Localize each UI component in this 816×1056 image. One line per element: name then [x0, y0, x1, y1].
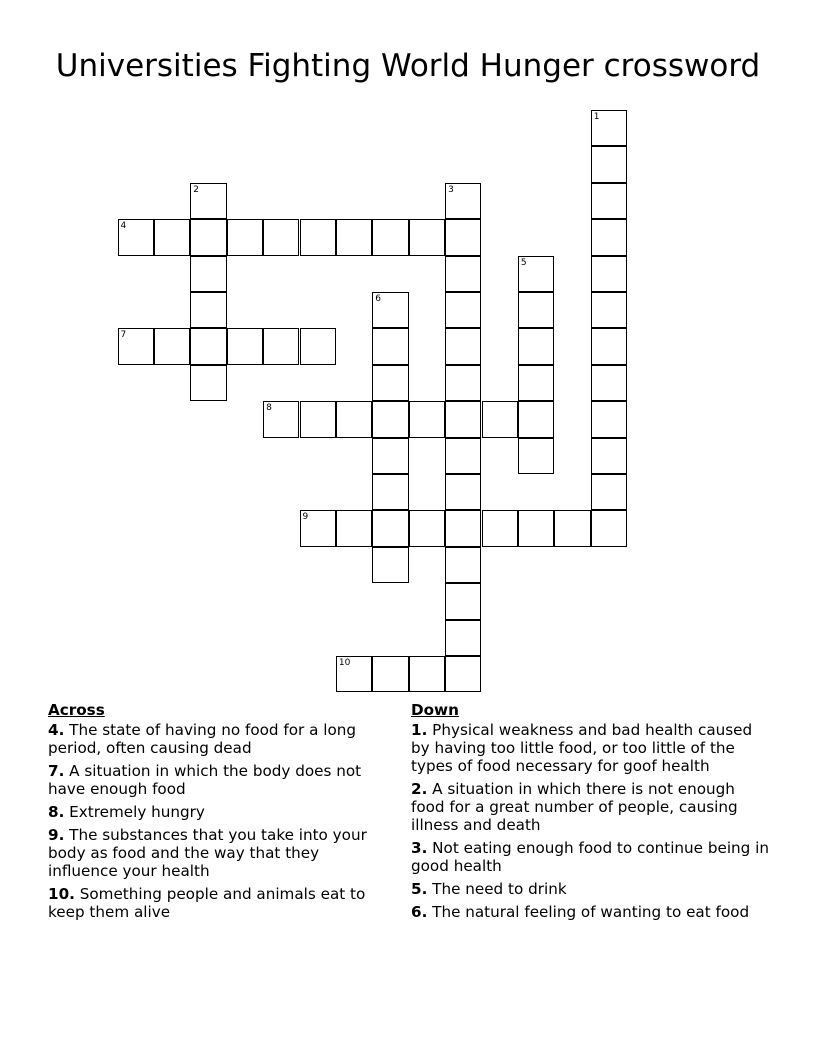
grid-cell[interactable] [518, 292, 554, 328]
grid-cell[interactable] [336, 401, 372, 437]
grid-cell[interactable] [336, 219, 372, 255]
grid-cell[interactable] [190, 219, 226, 255]
grid-cell[interactable] [190, 183, 226, 219]
grid-cell[interactable] [372, 656, 408, 692]
grid-cell[interactable] [445, 328, 481, 364]
grid-cell[interactable] [409, 656, 445, 692]
grid-cell[interactable] [263, 401, 299, 437]
clue-number: 3. [411, 839, 428, 857]
grid-cell[interactable] [591, 256, 627, 292]
grid-cell[interactable] [445, 183, 481, 219]
grid-cell[interactable] [190, 292, 226, 328]
grid-cell[interactable] [372, 547, 408, 583]
grid-cell[interactable] [591, 438, 627, 474]
clue-text: The natural feeling of wanting to eat food [432, 903, 750, 921]
down-clue-6 [411, 903, 771, 921]
grid-cell[interactable] [591, 183, 627, 219]
down-clue-2 [411, 780, 771, 834]
grid-cell[interactable] [445, 401, 481, 437]
across-clues [48, 700, 393, 926]
clue-number: 4. [48, 721, 65, 739]
down-clue-1 [411, 721, 771, 775]
grid-cell[interactable] [372, 474, 408, 510]
clue-number: 1. [411, 721, 428, 739]
grid-cell[interactable] [227, 328, 263, 364]
grid-cell[interactable] [445, 292, 481, 328]
cell-number: 10 [338, 658, 351, 668]
grid-cell[interactable] [445, 365, 481, 401]
cell-number: 5 [520, 257, 527, 268]
across-heading: Across [48, 701, 105, 719]
cell-number: 9 [302, 512, 309, 523]
across-clue-10 [48, 885, 393, 921]
grid-cell[interactable] [591, 219, 627, 255]
grid-cell[interactable] [372, 292, 408, 328]
grid-cell[interactable] [300, 328, 336, 364]
cell-number: 4 [120, 221, 127, 232]
grid-cell[interactable] [190, 328, 226, 364]
grid-cell[interactable] [372, 438, 408, 474]
clue-text: Something people and animals eat to keep them alive [48, 885, 366, 921]
grid-cell[interactable] [591, 510, 627, 546]
grid-cell[interactable] [118, 328, 154, 364]
grid-cell[interactable] [445, 219, 481, 255]
cell-number: 1 [593, 112, 600, 122]
grid-cell[interactable] [518, 365, 554, 401]
clue-text: Extremely hungry [69, 803, 205, 821]
across-clue-9 [48, 826, 393, 880]
grid-cell[interactable] [263, 328, 299, 364]
down-heading: Down [411, 701, 459, 719]
grid-cell[interactable] [518, 510, 554, 546]
clue-number: 6. [411, 903, 428, 921]
page-title: Universities Fighting World Hunger crossword [55, 48, 761, 84]
grid-cell[interactable] [445, 256, 481, 292]
grid-cell[interactable] [372, 365, 408, 401]
grid-cell[interactable] [445, 438, 481, 474]
grid-cell[interactable] [409, 510, 445, 546]
clue-text: Physical weakness and bad health caused by having too little food, or too little of the types of food necessary for goof health [411, 721, 753, 775]
grid-cell[interactable] [518, 438, 554, 474]
grid-cell[interactable] [591, 401, 627, 437]
grid-cell[interactable] [336, 656, 372, 692]
grid-cell[interactable] [554, 510, 590, 546]
grid-cell[interactable] [409, 219, 445, 255]
grid-cell[interactable] [591, 292, 627, 328]
clue-text: Not eating enough food to continue being in good health [411, 839, 769, 875]
cell-number: 3 [448, 184, 454, 195]
clue-number: 5. [411, 880, 428, 898]
grid-cell[interactable] [482, 401, 518, 437]
grid-cell[interactable] [300, 401, 336, 437]
grid-cell[interactable] [591, 328, 627, 364]
clue-number: 10. [48, 885, 75, 903]
clue-number: 8. [48, 803, 65, 821]
grid-cell[interactable] [154, 328, 190, 364]
grid-cell[interactable] [445, 510, 481, 546]
grid-cell[interactable] [591, 110, 627, 146]
grid-cell[interactable] [372, 219, 408, 255]
grid-cell[interactable] [518, 256, 554, 292]
grid-cell[interactable] [372, 510, 408, 546]
grid-cell[interactable] [518, 328, 554, 364]
grid-cell[interactable] [591, 474, 627, 510]
grid-cell[interactable] [445, 656, 481, 692]
across-clue-7 [48, 762, 393, 798]
grid-cell[interactable] [591, 365, 627, 401]
grid-cell[interactable] [445, 474, 481, 510]
grid-cell[interactable] [482, 510, 518, 546]
cell-number: 7 [120, 330, 127, 341]
down-clue-3 [411, 839, 771, 875]
clue-number: 9. [48, 826, 65, 844]
grid-cell[interactable] [336, 510, 372, 546]
grid-cell[interactable] [372, 401, 408, 437]
clue-number: 7. [48, 762, 65, 780]
grid-cell[interactable] [227, 219, 263, 255]
clue-text: A situation in which the body does not have enough food [48, 762, 362, 798]
grid-cell[interactable] [445, 620, 481, 656]
clue-text: The need to drink [432, 880, 567, 898]
grid-cell[interactable] [190, 365, 226, 401]
clue-text: The state of having no food for a long period, often causing dead [48, 721, 357, 757]
grid-cell[interactable] [372, 328, 408, 364]
grid-cell[interactable] [409, 401, 445, 437]
grid-cell[interactable] [300, 219, 336, 255]
across-clue-4 [48, 721, 393, 757]
cell-number: 8 [266, 403, 272, 414]
down-clue-5 [411, 880, 771, 898]
grid-cell[interactable] [518, 401, 554, 437]
down-clues [411, 700, 771, 926]
clue-text: A situation in which there is not enough food for a great number of people, causing illness and death [411, 780, 738, 834]
grid-cell[interactable] [445, 583, 481, 619]
across-clue-8 [48, 803, 393, 821]
grid-cell[interactable] [154, 219, 190, 255]
grid-cell[interactable] [445, 547, 481, 583]
grid-cell[interactable] [190, 256, 226, 292]
grid-cell[interactable] [591, 146, 627, 182]
grid-cell[interactable] [300, 510, 336, 546]
grid-cell[interactable] [118, 219, 154, 255]
clue-text: The substances that you take into your body as food and the way that they influence your health [48, 826, 367, 880]
clue-number: 2. [411, 780, 428, 798]
cell-number: 2 [193, 184, 200, 195]
cell-number: 6 [375, 294, 382, 304]
grid-cell[interactable] [263, 219, 299, 255]
